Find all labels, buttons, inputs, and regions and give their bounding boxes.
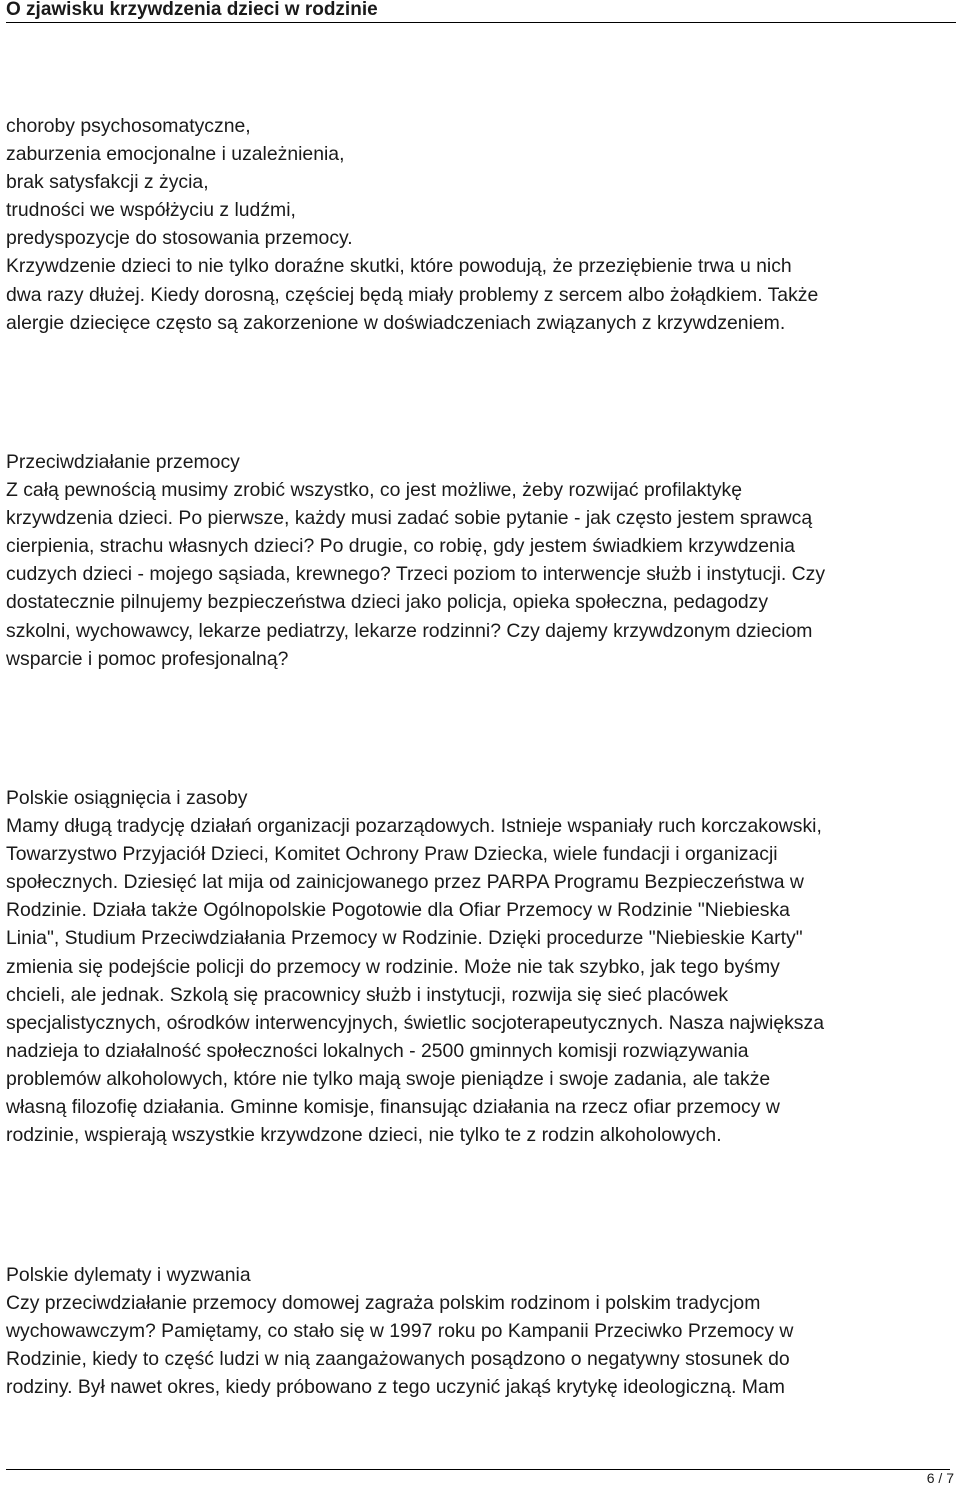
text-line: cudzych dzieci - mojego sąsiada, krewnego? Trzeci poziom to interwencje służb i instytucji. Czy <box>6 563 826 586</box>
section-achievements <box>6 784 954 1149</box>
text-line: społecznych. Dziesięć lat mija od zainicjowanego przez PARPA Programu Bezpieczeństwa w <box>6 871 804 894</box>
text-line: wychowawczym? Pamiętamy, co stało się w 1997 roku po Kampanii Przeciwko Przemocy w <box>6 1320 794 1343</box>
text-line: rodzinie, wspierają wszystkie krzywdzone dzieci, nie tylko te z rodzin alkoholowych. <box>6 1124 722 1147</box>
text-line: predyspozycje do stosowania przemocy. <box>6 227 353 250</box>
text-line: alergie dziecięce często są zakorzenione w doświadczeniach związanych z krzywdzeniem. <box>6 311 786 334</box>
text-line: szkolni, wychowawcy, lekarze pediatrzy, lekarze rodzinni? Czy dajemy krzywdzonym dzieciom <box>6 619 813 642</box>
text-line: dwa razy dłużej. Kiedy dorosną, częściej będą miały problemy z sercem albo żołądkiem. Także <box>6 283 819 306</box>
text-line: Towarzystwo Przyjaciół Dzieci, Komitet Ochrony Praw Dziecka, wiele fundacji i organizacji <box>6 843 778 866</box>
text-line: własną filozofię działania. Gminne komisje, finansując działania na rzecz ofiar przemocy w <box>6 1096 780 1119</box>
text-line: dostatecznie pilnujemy bezpieczeństwa dzieci jako policja, opieka społeczna, pedagodzy <box>6 591 769 614</box>
text-line: problemów alkoholowych, które nie tylko mają swoje pieniądze i swoje zadania, ale także <box>6 1067 771 1090</box>
section-effects <box>6 112 954 337</box>
text-line: specjalistycznych, ośrodków interwencyjnych, świetlic socjoterapeutycznych. Nasza największa <box>6 1011 824 1034</box>
prevention-paragraph <box>6 476 954 673</box>
text-line: krzywdzenia dzieci. Po pierwsze, każdy musi zadać sobie pytanie - jak często jestem sprawcą <box>6 507 813 530</box>
footer-divider <box>6 1469 950 1470</box>
section-dilemmas <box>6 1261 954 1401</box>
effects-paragraph <box>6 112 954 337</box>
section-prevention <box>6 448 954 673</box>
text-line: wsparcie i pomoc profesjonalną? <box>6 647 289 670</box>
text-line: Z całą pewnością musimy zrobić wszystko, co jest możliwe, żeby rozwijać profilaktykę <box>6 479 742 502</box>
page-title: O zjawisku krzywdzenia dzieci w rodzinie <box>6 0 378 20</box>
achievements-paragraph <box>6 812 954 1149</box>
dilemmas-paragraph <box>6 1289 954 1401</box>
text-line: nadzieja to działalność społeczności lokalnych - 2500 gminnych komisji rozwiązywania <box>6 1039 749 1062</box>
text-line: Rodzinie, kiedy to część ludzi w nią zaangażowanych posądzono o negatywny stosunek do <box>6 1348 790 1371</box>
section-heading: Polskie osiągnięcia i zasoby <box>6 787 248 809</box>
text-line: Czy przeciwdziałanie przemocy domowej zagraża polskim rodzinom i polskim tradycjom <box>6 1292 761 1315</box>
text-line: zmienia się podejście policji do przemocy w rodzinie. Może nie tak szybko, jak tego byśmy <box>6 955 780 978</box>
text-line: Krzywdzenie dzieci to nie tylko doraźne skutki, które powodują, że przeziębienie trwa u nich <box>6 255 792 278</box>
text-line: chcieli, ale jednak. Szkolą się pracownicy służb i instytucji, rozwija się sieć placówek <box>6 983 729 1006</box>
text-line: brak satysfakcji z życia, <box>6 171 209 194</box>
section-heading: Przeciwdziałanie przemocy <box>6 451 240 473</box>
page-number: 6 / 7 <box>926 1470 954 1486</box>
text-line: trudności we współżyciu z ludźmi, <box>6 199 296 222</box>
text-line: zaburzenia emocjonalne i uzależnienia, <box>6 143 345 166</box>
text-line: cierpienia, strachu własnych dzieci? Po drugie, co robię, gdy jestem świadkiem krzywdzenia <box>6 535 795 558</box>
section-heading: Polskie dylematy i wyzwania <box>6 1264 251 1286</box>
page-header <box>6 0 956 23</box>
text-line: Mamy długą tradycję działań organizacji pozarządowych. Istnieje wspaniały ruch korczakowski, <box>6 815 822 838</box>
text-line: rodziny. Był nawet okres, kiedy próbowano z tego uczynić jakąś krytykę ideologiczną. Mam <box>6 1376 785 1399</box>
text-line: Rodzinie. Działa także Ogólnopolskie Pogotowie dla Ofiar Przemocy w Rodzinie "Niebieska <box>6 899 790 922</box>
text-line: Linia", Studium Przeciwdziałania Przemocy w Rodzinie. Dzięki procedurze "Niebieskie Karty" <box>6 927 803 950</box>
text-line: choroby psychosomatyczne, <box>6 115 251 137</box>
